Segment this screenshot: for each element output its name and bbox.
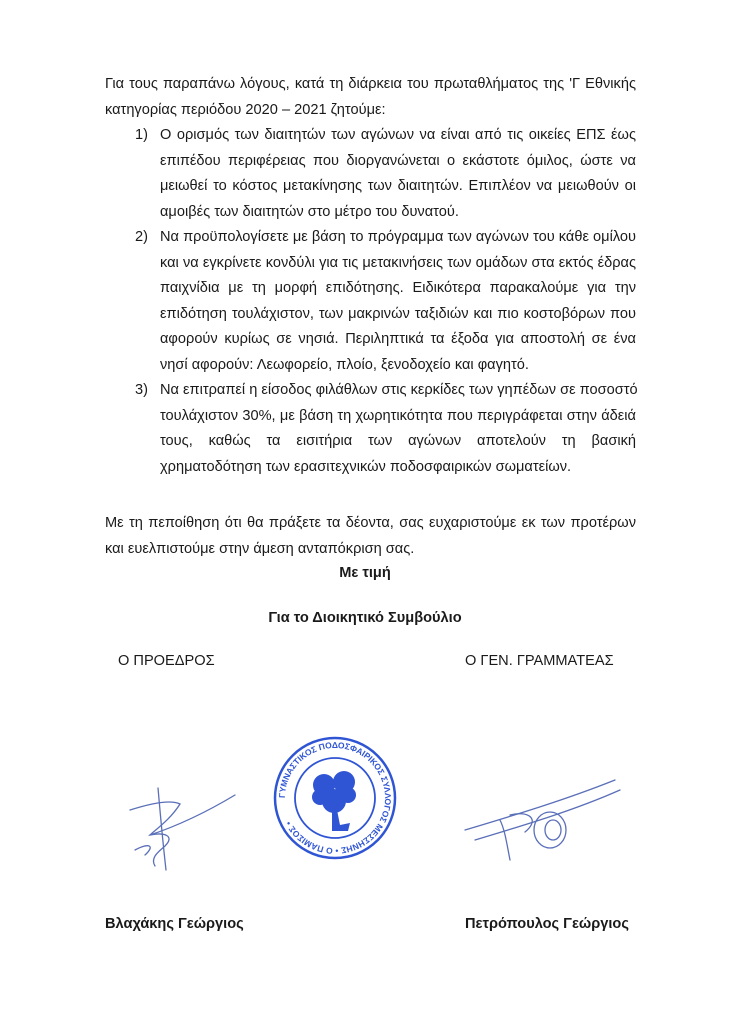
secretary-signature: [455, 770, 625, 870]
text-line: νησί αφορούν: Λεωφορείο, πλοίο, ξενοδοχείο και φαγητό.: [160, 356, 529, 373]
item-number: 1): [135, 127, 148, 143]
text-line: επιδότηση τουλάχιστον, των μακρινών ταξιδιών και πιο κοστοβόρων που: [160, 305, 636, 322]
list-item: [105, 225, 636, 378]
request-list: [105, 123, 636, 480]
list-item: [105, 123, 636, 225]
text-line: τουλάχιστον 30%, με βάση τη χωρητικότητα που περιγράφεται στην άδειά: [160, 407, 636, 424]
president-signature: [110, 780, 240, 880]
text-line: μειωθεί το κόστος μετακίνησης των διαιτητών. Επιπλέον να μειωθούν οι: [160, 178, 636, 194]
shamrock-icon: [312, 771, 356, 831]
text-line: αμοιβές των διαιτητών στο μέτρο του δυνατού.: [160, 203, 459, 220]
stamp-text: ΓΥΜΝΑΣΤΙΚΟΣ ΠΟΔΟΣΦΑΙΡΙΚΟΣ ΣΥΛΛΟΓΟΣ ΜΕΣΣΗΝΗΣ • Ο ΠΑΜΙΣΟΣ •: [276, 739, 394, 857]
text-line: Να επιτραπεί η είσοδος φιλάθλων στις κερκίδες των γηπέδων σε ποσοστό: [160, 382, 638, 398]
president-title: Ο ΠΡΟΕΔΡΟΣ: [118, 653, 215, 669]
regards: Με τιμή: [339, 565, 391, 581]
text-line: Με τη πεποίθηση ότι θα πράξετε τα δέοντα, σας ευχαριστούμε εκ των προτέρων: [105, 515, 636, 531]
secretary-title: Ο ΓΕΝ. ΓΡΑΜΜΑΤΕΑΣ: [465, 653, 614, 669]
text-line: κατηγορίας περιόδου 2020 – 2021 ζητούμε:: [105, 101, 386, 118]
text-line: τους, καθώς τα εισιτήρια των αγώνων αποτελούν τη βασική: [160, 433, 636, 449]
president-name: Βλαχάκης Γεώργιος: [105, 916, 244, 932]
item-number: 3): [135, 382, 148, 398]
text-line: και να εγκρίνετε κονδύλι για τις μετακινήσεις των ομάδων στα εκτός έδρας: [160, 254, 636, 271]
text-line: Ο ορισμός των διαιτητών των αγώνων να είναι από τις οικείες ΕΠΣ έως: [160, 127, 636, 143]
text-line: επιπέδου περιφέρειας που διοργανώνεται ο εκάστοτε όμιλος, ώστε να: [160, 152, 636, 169]
list-item: [105, 378, 636, 480]
item-number: 2): [135, 229, 148, 245]
text-line: και ευελπιστούμε στην άμεση ανταπόκριση σας.: [105, 540, 415, 557]
text-line: Να προϋπολογίσετε με βάση το πρόγραμμα των αγώνων του κάθε ομίλου: [160, 229, 636, 245]
secretary-name: Πετρόπουλος Γεώργιος: [465, 916, 629, 932]
text-line: Για τους παραπάνω λόγους, κατά τη διάρκεια του πρωταθλήματος της 'Γ Εθνικής: [105, 76, 636, 92]
club-stamp: [270, 735, 400, 865]
text-line: χρηματοδότηση των ερασιτεχνικών ποδοσφαιρικών σωματείων.: [160, 458, 572, 475]
text-line: παιχνίδια με τη μορφή επιδότησης. Ειδικότερα παρακαλούμε για την: [160, 280, 636, 296]
closing-paragraph: [105, 511, 636, 562]
text-line: αφορούν κυρίως σε νησιά. Περιληπτικά τα έξοδα για αποστολή σε ένα: [160, 331, 636, 347]
board-label: Για το Διοικητικό Συμβούλιο: [268, 610, 462, 626]
intro-paragraph: [105, 72, 636, 123]
